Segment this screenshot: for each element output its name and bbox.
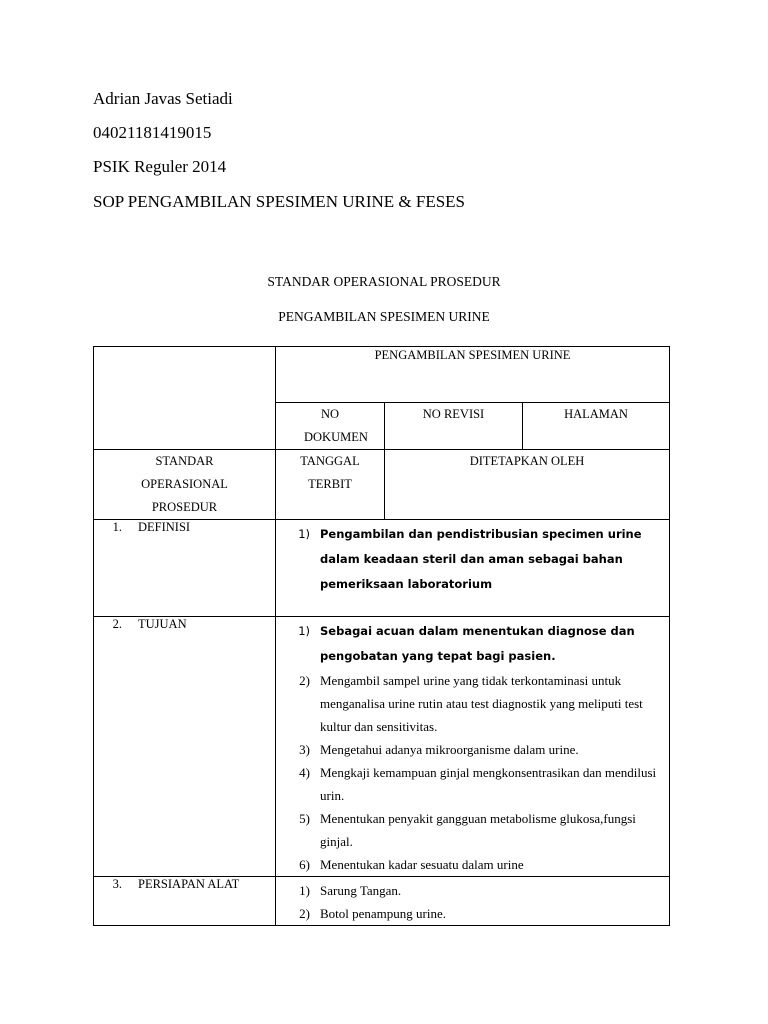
item-number: 2): [299, 673, 310, 688]
sop-table: [93, 346, 670, 926]
no-revisi-cell: [385, 403, 523, 450]
sop-label-cell: [94, 450, 276, 520]
persiapan-alat-content-cell: [276, 877, 670, 926]
list-item: [276, 853, 663, 876]
item-number: 3): [299, 742, 310, 757]
sop-title: STANDAR OPERASIONAL PROSEDUR: [267, 274, 501, 289]
doc-title-cell: [276, 347, 670, 403]
document-topic: SOP PENGAMBILAN SPESIMEN URINE & FESES: [93, 192, 466, 211]
item-number: 1): [298, 527, 310, 541]
ditetapkan-oleh-label: DITETAPKAN OLEH: [469, 454, 585, 468]
halaman-label: HALAMAN: [564, 407, 628, 421]
no-dokumen-cell: [276, 403, 385, 450]
item-text: Mengambil sampel urine yang tidak terkontaminasi untuk menganalisa urine rutin atau test diagnostik yang meliputi test kultur dan sensitivitas.: [320, 673, 643, 734]
halaman-cell: [523, 403, 670, 450]
item-text: Sebagai acuan dalam menentukan diagnose dan pengobatan yang tepat bagi pasien.: [320, 624, 635, 663]
item-text: Sarung Tangan.: [320, 883, 402, 898]
section-label: PERSIAPAN ALAT: [138, 877, 240, 891]
section-number: 2.: [112, 617, 122, 631]
sop-label: STANDAR OPERASIONAL PROSEDUR: [141, 454, 228, 514]
item-number: 2): [299, 906, 310, 921]
section-label: TUJUAN: [138, 617, 187, 631]
item-number: 1): [299, 883, 310, 898]
no-revisi-label: NO REVISI: [422, 407, 485, 421]
no-dokumen-label: NO DOKUMEN: [304, 407, 368, 444]
ditetapkan-oleh-cell: [385, 450, 670, 520]
definisi-label-cell: [94, 520, 276, 617]
item-number: 5): [299, 811, 310, 826]
item-text: Pengambilan dan pendistribusian specimen urine dalam keadaan steril dan aman sebagai bahan pemeriksaan laboratorium: [320, 527, 642, 591]
doc-title: PENGAMBILAN SPESIMEN URINE: [374, 348, 571, 362]
study-program: PSIK Reguler 2014: [93, 157, 227, 176]
logo-cell: [94, 347, 276, 450]
list-item: [276, 619, 663, 669]
list-item: [276, 761, 663, 807]
tujuan-label-cell: [94, 617, 276, 877]
author-name: Adrian Javas Setiadi: [93, 89, 233, 108]
tujuan-content-cell: [276, 617, 670, 877]
student-id: 04021181419015: [93, 123, 212, 142]
item-text: Mengkaji kemampuan ginjal mengkonsentrasikan dan mendilusi urin.: [320, 765, 657, 803]
list-item: [276, 902, 663, 925]
item-text: Botol penampung urine.: [320, 906, 447, 921]
tanggal-terbit-cell: [276, 450, 385, 520]
item-text: Menentukan penyakit gangguan metabolisme glukosa,fungsi ginjal.: [320, 811, 636, 849]
definisi-content-cell: [276, 520, 670, 617]
item-text: Menentukan kadar sesuatu dalam urine: [320, 857, 524, 872]
section-label: DEFINISI: [138, 520, 191, 534]
list-item: [276, 807, 663, 853]
item-text: Mengetahui adanya mikroorganisme dalam urine.: [320, 742, 579, 757]
persiapan-alat-label-cell: [94, 877, 276, 926]
list-item: [276, 669, 663, 738]
list-item: [276, 879, 663, 902]
item-number: 1): [298, 624, 310, 638]
item-number: 6): [299, 857, 310, 872]
section-number: 1.: [112, 520, 122, 534]
list-item: [276, 522, 663, 597]
sop-subtitle: PENGAMBILAN SPESIMEN URINE: [278, 309, 490, 324]
tanggal-terbit-label: TANGGAL TERBIT: [300, 454, 360, 491]
list-item: [276, 738, 663, 761]
section-number: 3.: [112, 877, 122, 891]
item-number: 4): [299, 765, 310, 780]
